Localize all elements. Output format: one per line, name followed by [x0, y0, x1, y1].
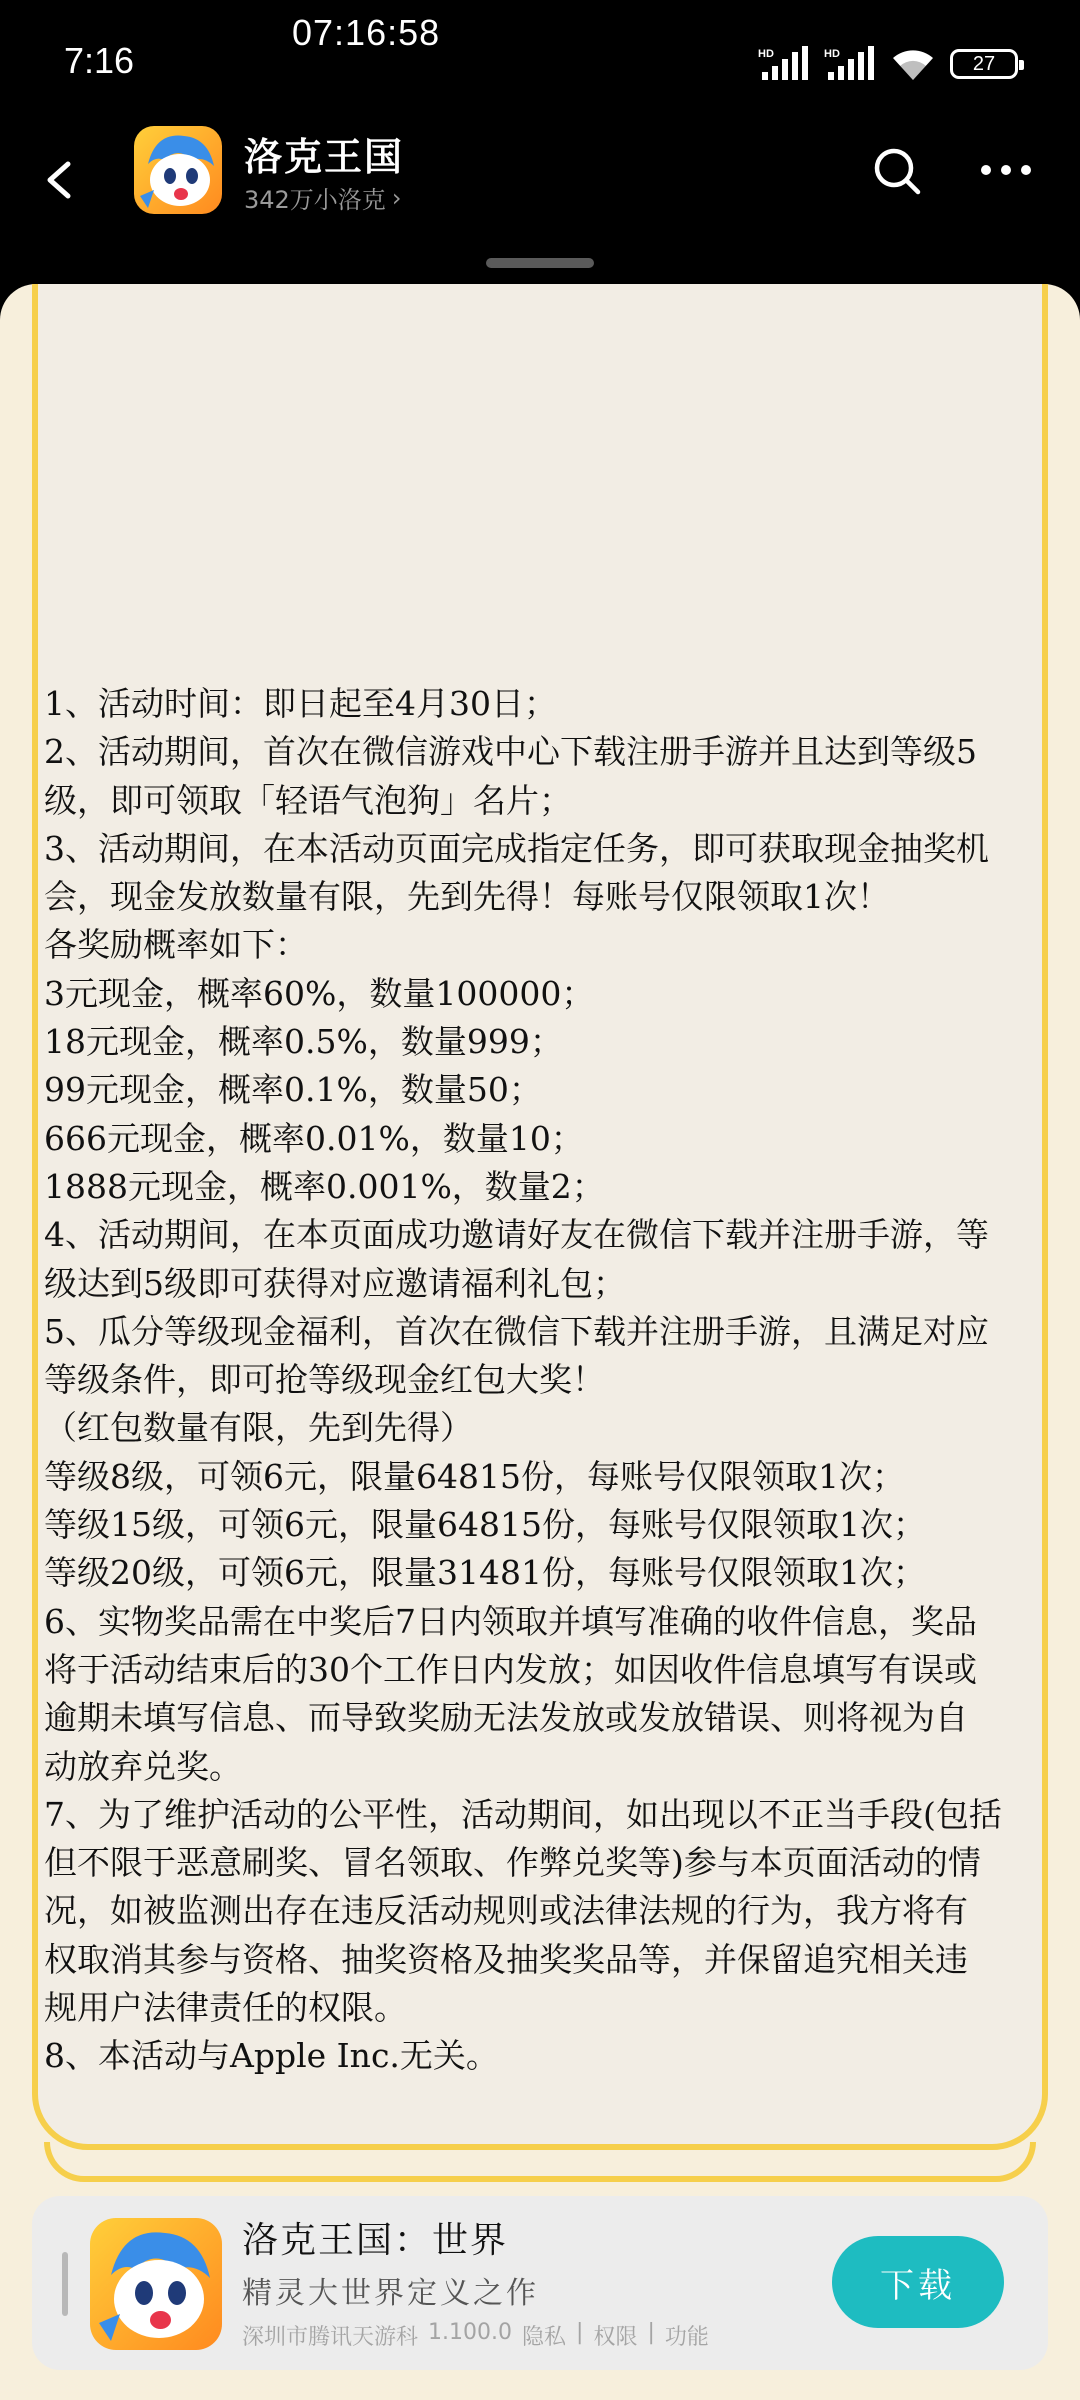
signal-hd-icon: [758, 46, 810, 82]
rule-line: 但不限于恶意刷奖、冒名领取、作弊兑奖等)参与本页面活动的情: [44, 1843, 981, 1883]
rule-line: 等级条件，即可抢等级现金红包大奖！: [44, 1360, 605, 1400]
rule-line: 4、活动期间，在本页面成功邀请好友在微信下载并注册手游，等: [44, 1215, 989, 1255]
rule-line: 等级8级，可领6元，限量64815份，每账号仅限领取1次；: [44, 1456, 905, 1496]
rules-text: [44, 680, 1044, 2081]
rule-line: 权取消其参与资格、抽奖资格及抽奖奖品等，并保留追究相关违: [44, 1939, 968, 1979]
followers-count: 342万小洛克: [244, 186, 386, 214]
rule-line: 级，即可领取「轻语气泡狗」名片；: [44, 780, 572, 820]
meta-separator: |: [576, 2320, 584, 2345]
signal-hd-icon: [824, 46, 876, 82]
features-link[interactable]: 功能: [664, 2325, 709, 2350]
privacy-link[interactable]: 隐私: [522, 2325, 567, 2350]
rule-line: （红包数量有限，先到先得）: [44, 1408, 473, 1448]
search-button[interactable]: [870, 140, 926, 200]
rule-line: 2、活动期间，首次在微信游戏中心下载注册手游并且达到等级5: [44, 732, 977, 772]
chevron-left-icon: [38, 140, 86, 220]
rule-line: 7、为了维护活动的公平性，活动期间，如出现以不正当手段(包括: [44, 1794, 1002, 1834]
rule-line: 666元现金，概率0.01%，数量10；: [44, 1118, 584, 1158]
roco-mascot-icon: [90, 2218, 222, 2350]
banner-handle: [62, 2252, 68, 2316]
app-icon[interactable]: [134, 126, 222, 214]
rule-line: 等级15级，可领6元，限量64815份，每账号仅限领取1次；: [44, 1505, 926, 1545]
rule-line: 3、活动期间，在本活动页面完成指定任务，即可获取现金抽奖机: [44, 828, 989, 868]
more-icon: [976, 140, 1036, 200]
rule-line: 5、瓜分等级现金福利，首次在微信下载并注册手游，且满足对应: [44, 1311, 989, 1351]
status-clock: 07:16:58: [292, 12, 441, 53]
rule-line: 1、活动时间：即日起至4月30日；: [44, 684, 557, 723]
rule-line: 会，现金发放数量有限，先到先得！每账号仅限领取1次！: [44, 877, 890, 917]
status-time: 7:16: [64, 40, 135, 81]
rule-line: 级达到5级即可获得对应邀请福利礼包；: [44, 1263, 626, 1303]
rule-line: 各奖励概率如下：: [44, 925, 308, 965]
wifi-icon: [890, 46, 936, 82]
banner-app-icon[interactable]: [90, 2218, 222, 2350]
rule-line: 况，如被监测出存在违反活动规则或法律法规的行为，我方将有: [44, 1891, 968, 1931]
rule-line: 动放弃兑奖。: [44, 1746, 242, 1786]
rule-line: 18元现金，概率0.5%，数量999；: [44, 1022, 563, 1062]
rule-line: 1888元现金，概率0.001%，数量2；: [44, 1166, 605, 1206]
sheet-drag-handle[interactable]: [486, 258, 594, 268]
meta-separator: |: [647, 2320, 655, 2345]
svg-text:HD: HD: [824, 48, 840, 60]
mini-game-header: [0, 110, 1080, 270]
content-sheet: [0, 284, 1080, 2400]
rule-line: 6、实物奖品需在中奖后7日内领取并填写准确的收件信息，奖品: [44, 1601, 977, 1641]
rule-line: 3元现金，概率60%，数量100000；: [44, 973, 595, 1013]
developer-name: 深圳市腾讯天游科: [242, 2325, 419, 2350]
rule-line: 99元现金，概率0.1%，数量50；: [44, 1070, 542, 1110]
app-download-banner[interactable]: [32, 2196, 1048, 2370]
app-title[interactable]: 洛克王国: [244, 135, 405, 179]
search-icon: [870, 140, 926, 200]
rule-line: 逾期未填写信息、而导致奖励无法发放或发放错误、则将视为自: [44, 1698, 968, 1738]
rule-line: 等级20级，可领6元，限量31481份，每账号仅限领取1次；: [44, 1553, 926, 1593]
permissions-link[interactable]: 权限: [593, 2325, 638, 2350]
more-button[interactable]: [976, 140, 1036, 200]
status-bar: [0, 0, 1080, 110]
banner-app-title: 洛克王国：世界: [242, 2220, 509, 2261]
roco-mascot-icon: [134, 126, 222, 214]
rule-line: 规用户法律责任的权限。: [44, 1988, 407, 2028]
back-button[interactable]: [38, 140, 86, 220]
svg-text:HD: HD: [758, 48, 774, 60]
download-button[interactable]: 下载: [832, 2236, 1004, 2328]
followers-link[interactable]: [244, 180, 401, 215]
banner-slogan: 精灵大世界定义之作: [242, 2276, 539, 2311]
rule-line: 将于活动结束后的30个工作日内发放；如因收件信息填写有误或: [44, 1649, 977, 1689]
status-icons: [758, 44, 1018, 84]
battery-icon: 27: [950, 49, 1018, 79]
banner-meta: [242, 2320, 709, 2351]
rule-line: 8、本活动与Apple Inc.无关。: [44, 2036, 499, 2076]
app-version: 1.100.0: [428, 2320, 512, 2345]
chevron-right-icon: ›: [391, 183, 402, 212]
